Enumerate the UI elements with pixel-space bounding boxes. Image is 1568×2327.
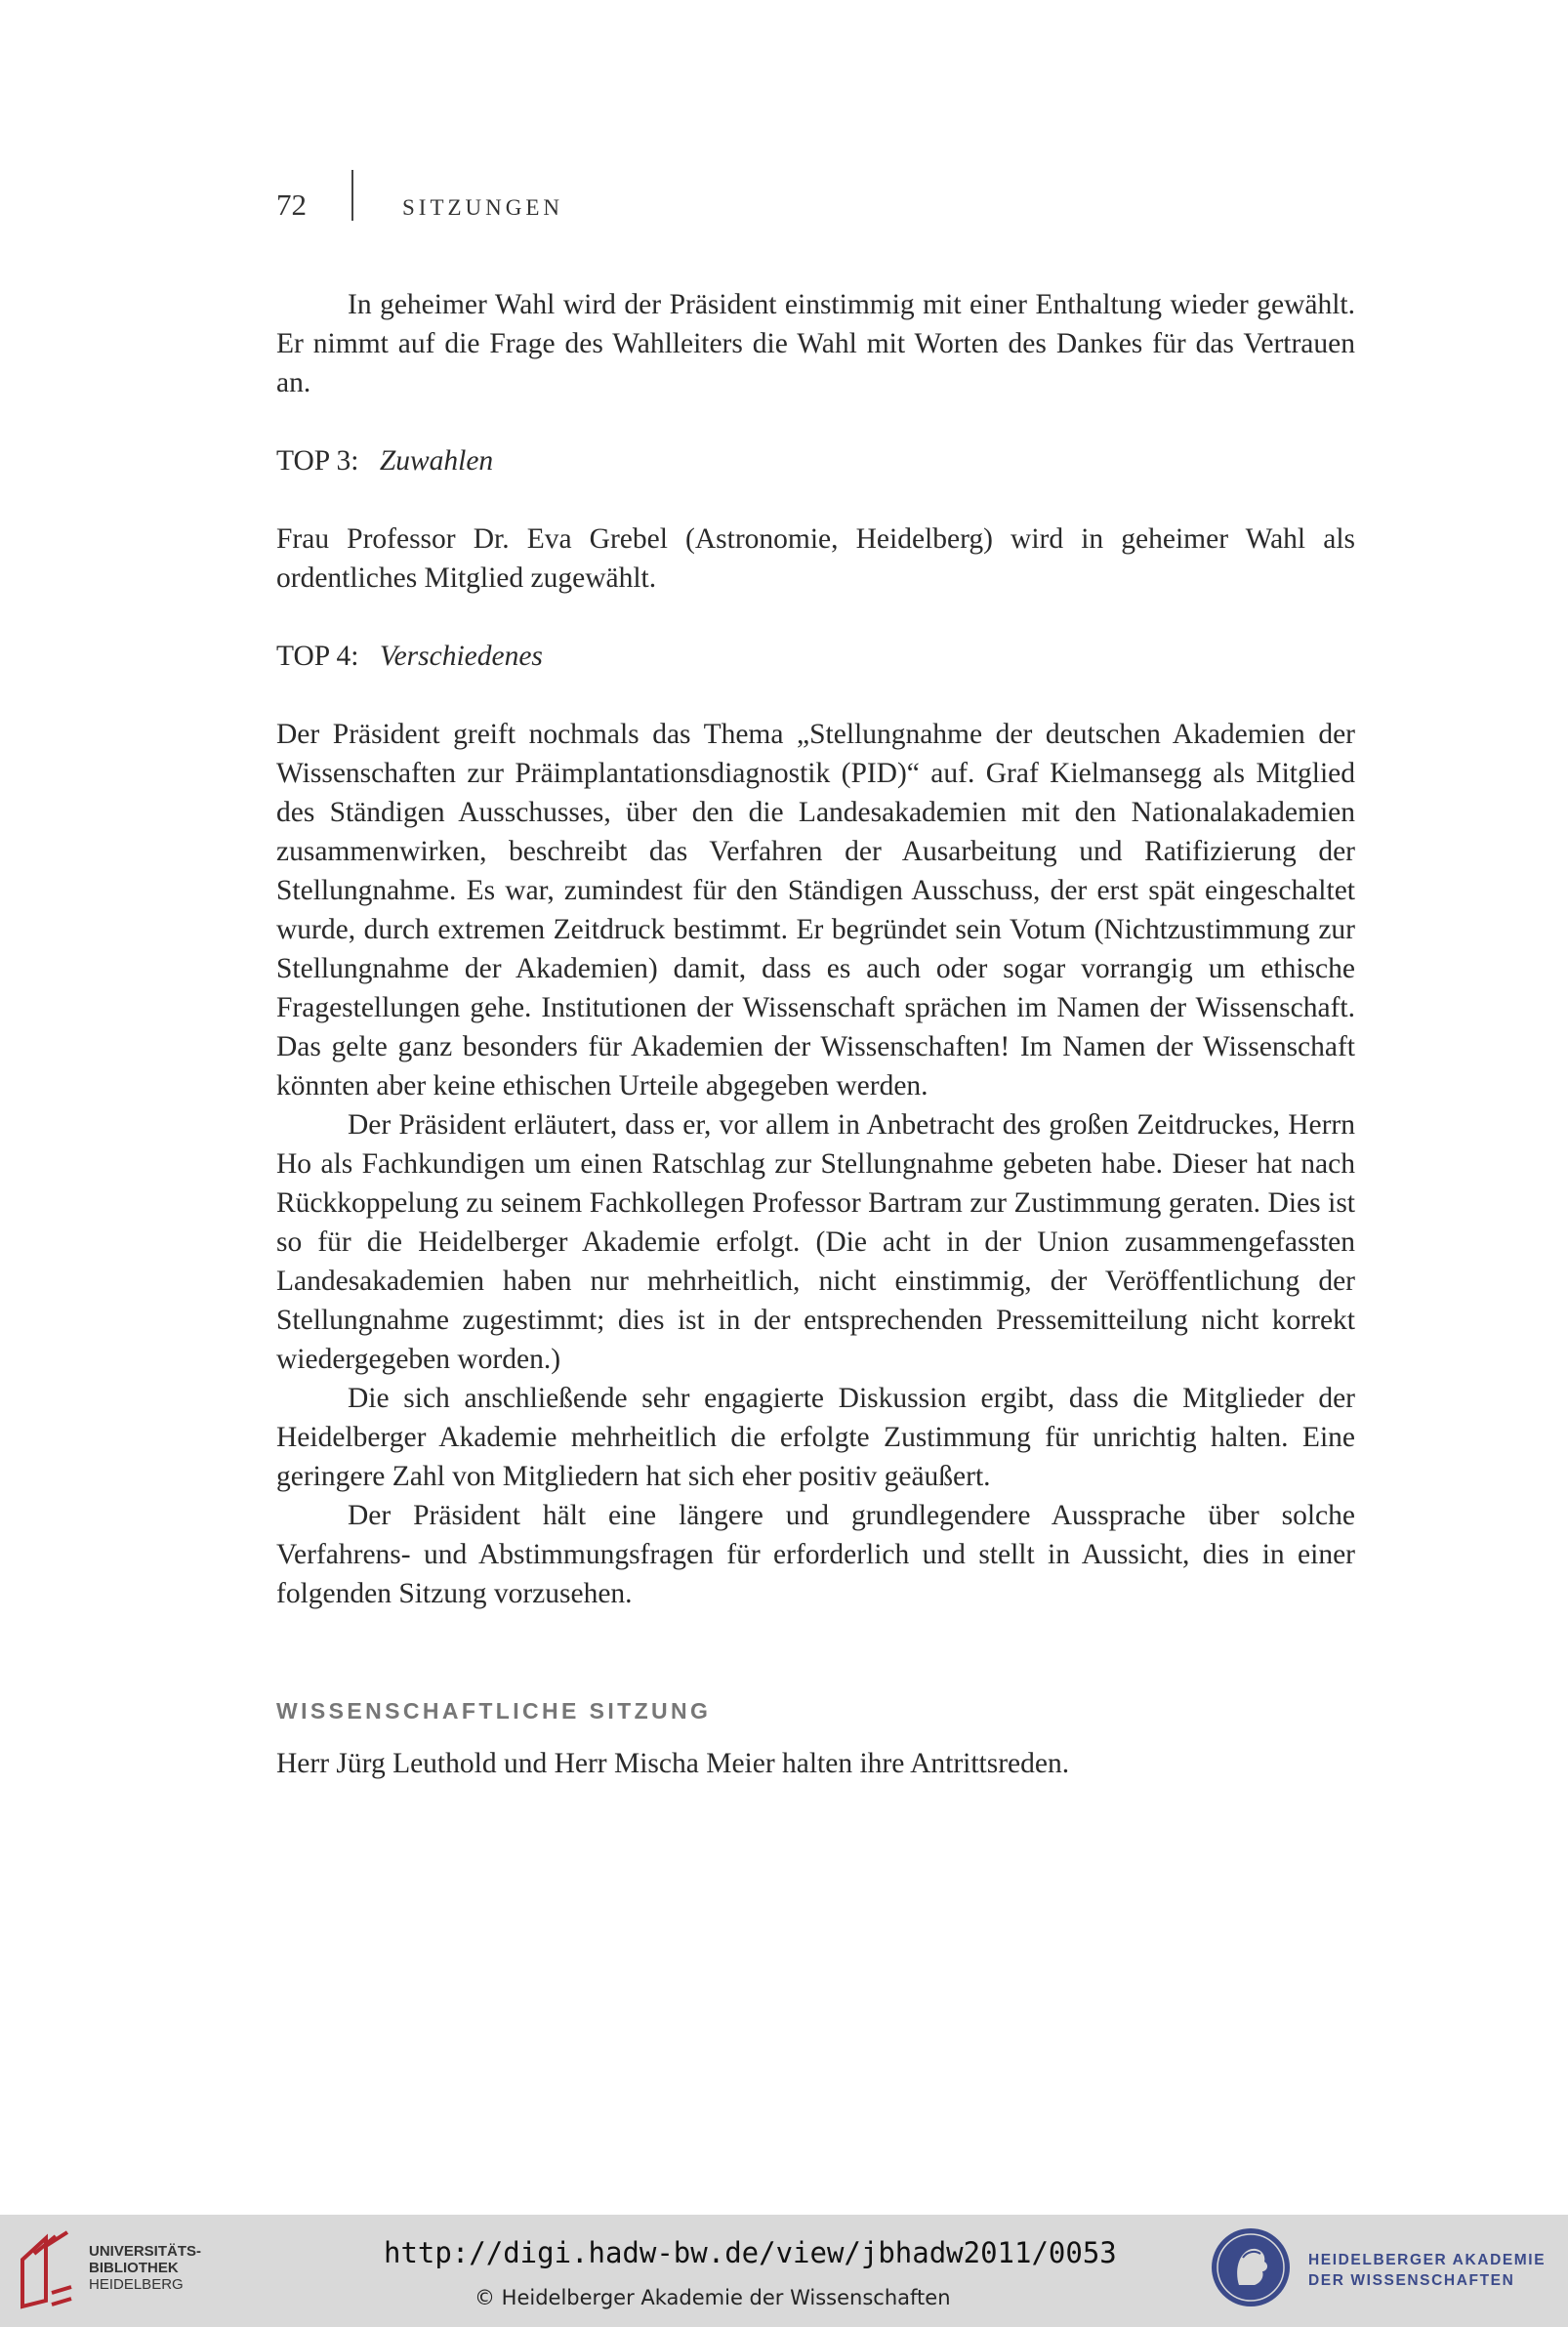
ub-line: BIBLIOTHEK — [89, 2260, 179, 2276]
paragraph-inaugural-speeches: Herr Jürg Leuthold und Herr Mischa Meier halten ihre Antrittsreden. — [276, 1748, 1070, 1779]
agenda-item-label: TOP 3: — [276, 445, 359, 477]
agenda-item-top-3 — [276, 441, 1355, 480]
hadw-line: HEIDELBERGER AKADEMIE — [1308, 2252, 1547, 2268]
hadw-seal-icon[interactable] — [1210, 2226, 1292, 2308]
hadw-line: DER WISSENSCHAFTEN — [1308, 2272, 1515, 2289]
agenda-item-title: Zuwahlen — [379, 445, 494, 477]
ub-heidelberg-wordmark — [89, 2243, 201, 2293]
ub-line: HEIDELBERG — [89, 2276, 184, 2293]
paragraph-president-outlook: Der Präsident hält eine längere und grundlegendere Aussprache über solche Verfahrens- und Abstimmungsfragen für erforderlich und stellt in Aussicht, dies in einer folgenden Sitzung vorzusehen. — [276, 1500, 1355, 1609]
running-head: SITZUNGEN — [402, 195, 564, 220]
page-number: 72 — [276, 187, 307, 222]
footer-bar — [0, 2215, 1568, 2327]
paragraph-election: Frau Professor Dr. Eva Grebel (Astronomie, Heidelberg) wird in geheimer Wahl als ordentliches Mitglied zugewählt. — [276, 523, 1355, 594]
header-divider — [351, 170, 353, 221]
page-body — [276, 285, 1355, 1783]
ub-heidelberg-logo-icon[interactable] — [17, 2230, 77, 2312]
paragraph-discussion: Die sich anschließende sehr engagierte Diskussion ergibt, dass die Mitglieder der Heidelberger Akademie mehrheitlich die erfolgte Zustimmung für unrichtig halten. Eine geringere Zahl von Mitgliedern hat sich eher positiv geäußert. — [276, 1383, 1355, 1492]
section-heading: WISSENSCHAFTLICHE SITZUNG — [276, 1698, 712, 1724]
hadw-wordmark — [1308, 2250, 1546, 2291]
ub-line: UNIVERSITÄTS- — [89, 2243, 202, 2260]
permalink-url[interactable]: http://digi.hadw-bw.de/view/jbhadw2011/0053 — [384, 2236, 1117, 2269]
agenda-item-top-4 — [276, 637, 1355, 676]
paragraph-pid-statement: Der Präsident greift nochmals das Thema „Stellungnahme der deutschen Akademien der Wissenschaften zur Präimplantationsdiagnostik (PID)“ auf. Graf Kielmansegg als Mitglied des Ständigen Ausschusses, über den die Landesakademien mit den Nationalakademien zusammenwirken, beschreibt das Verfahren der Ausarbeitung und Ratifizierung der Stellungnahme. Es war, zumindest für den Ständigen Ausschuss, der erst spät eingeschaltet wurde, durch extremen Zeitdruck bestimmt. Er begründet sein Votum (Nichtzustimmung zur Stellungnahme der Akademien) damit, dass es auch oder sogar vorrangig um ethische Fragestellungen gehe. Institutionen der Wissenschaft sprächen im Namen der Wissenschaft. Das gelte ganz besonders für Akademien der Wissenschaften! Im Namen der Wissenschaft könnten aber keine ethischen Urteile abgegeben werden. — [276, 719, 1355, 1101]
agenda-item-title: Verschiedenes — [379, 641, 543, 672]
paragraph-reelection: In geheimer Wahl wird der Präsident einstimmig mit einer Enthaltung wieder gewählt. Er nimmt auf die Frage des Wahlleiters die Wahl mit Worten des Dankes für das Vertrauen an. — [276, 289, 1355, 398]
copyright-notice: © Heidelberger Akademie der Wissenschaften — [475, 2286, 951, 2309]
paragraph-president-explains: Der Präsident erläutert, dass er, vor allem in Anbetracht des großen Zeitdruckes, Herrn Ho als Fachkundigen um einen Ratschlag zur Stellungnahme gebeten habe. Dieser hat nach Rückkoppelung zu seinem Fachkollegen Professor Bartram zur Zustimmung geraten. Dies ist so für die Heidelberger Akademie erfolgt. (Die acht in der Union zusammengefassten Landesakademien haben nur mehrheitlich, nicht einstimmig, der Veröffentlichung der Stellungnahme zugestimmt; dies ist in der entsprechenden Pressemitteilung nicht korrekt wiedergegeben worden.) — [276, 1109, 1355, 1375]
agenda-item-label: TOP 4: — [276, 641, 359, 672]
